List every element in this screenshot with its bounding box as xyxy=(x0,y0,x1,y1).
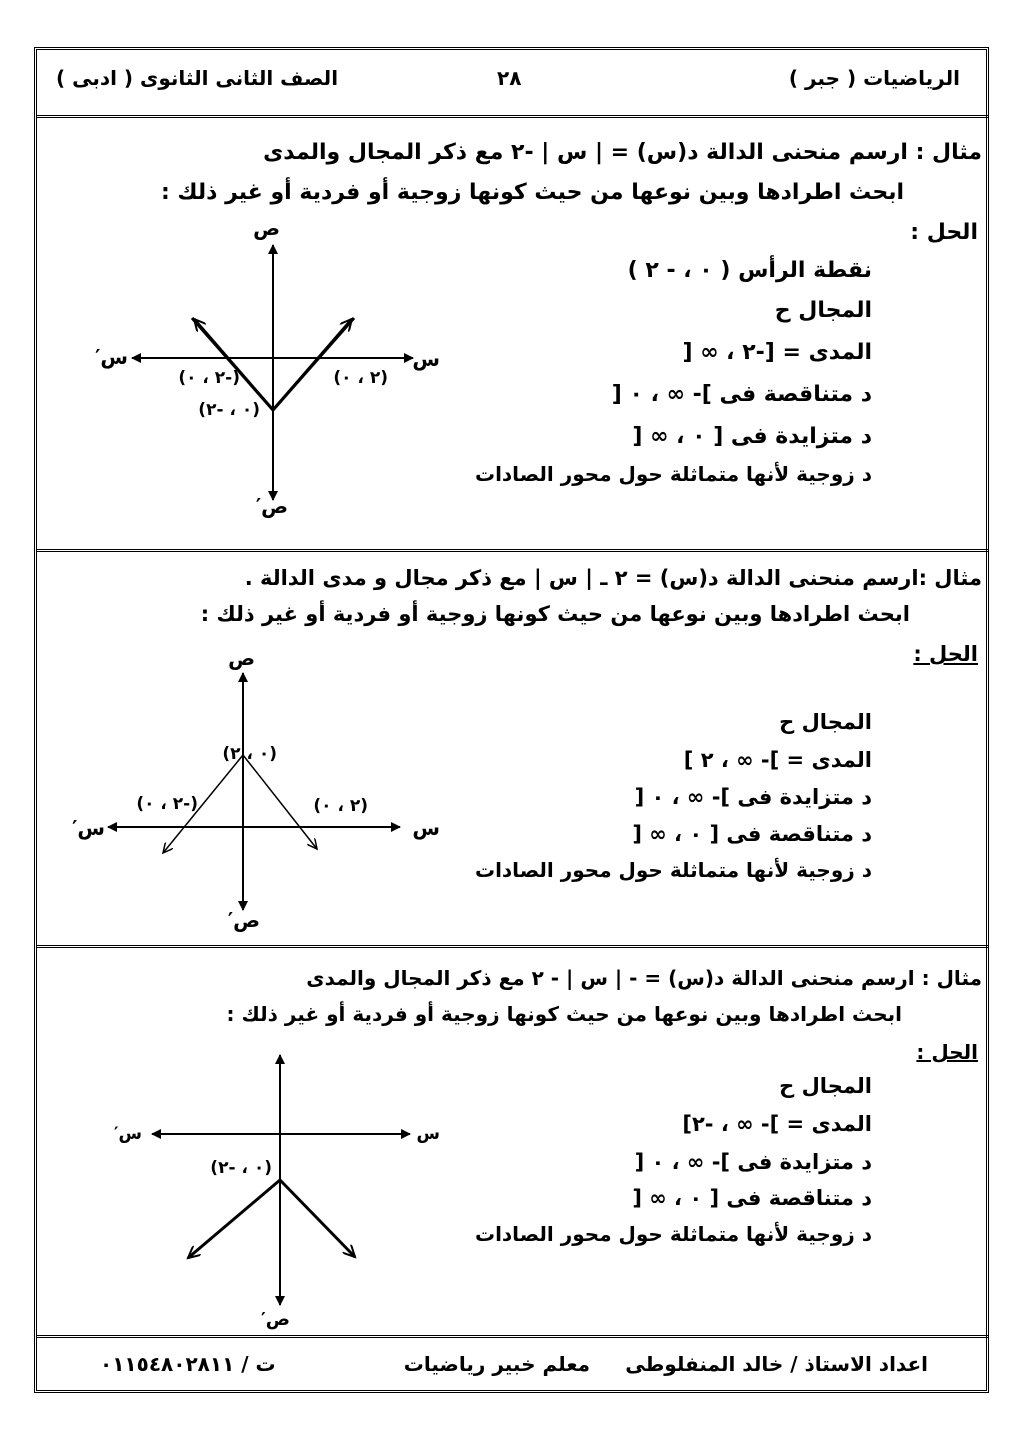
divider-footer xyxy=(36,1335,988,1338)
example3-decreasing: د متناقصة فى [ ٠ ، ∞ [ xyxy=(632,1186,872,1210)
example2-point-left: (-٢ ، ٠) xyxy=(136,794,198,814)
example1-graph xyxy=(95,215,460,518)
example2-graph xyxy=(70,645,450,935)
footer-phone: ت / ٠١١٥٤٨٠٢٨١١ xyxy=(100,1352,276,1376)
example3-point-vertex: (٠ ، -٢) xyxy=(210,1158,272,1178)
example1-point-vertex: (٠ ، -٢) xyxy=(198,400,260,420)
example1-range: المدى = [-٢ ، ∞ [ xyxy=(682,340,872,365)
example1-domain: المجال ح xyxy=(774,298,872,323)
footer-title: معلم خبير رياضيات xyxy=(403,1352,590,1376)
example3-y-neg-label: ص′ xyxy=(261,1309,290,1330)
footer-author: اعداد الاستاذ / خالد المنفلوطى xyxy=(625,1352,928,1376)
example3-increasing: د متزايدة فى ]- ∞ ، ٠ [ xyxy=(634,1150,872,1174)
example3-x-neg-label: س′ xyxy=(114,1124,142,1144)
divider-2 xyxy=(36,945,988,948)
example1-decreasing: د متناقصة فى ]- ∞ ، ٠ [ xyxy=(611,382,872,407)
example2-increasing: د متزايدة فى ]- ∞ ، ٠ [ xyxy=(634,785,872,809)
example2-y-label: ص xyxy=(228,646,255,670)
example3-x-label: س xyxy=(416,1124,440,1144)
example3-question-line1: مثال : ارسم منحنى الدالة د(س) = - | س | - ٢ مع ذكر المجال والمدى xyxy=(306,966,982,990)
example3-question-line2: ابحث اطرادها وبين نوعها من حيث كونها زوجية أو فردية أو غير ذلك : xyxy=(226,1002,902,1026)
example3-curve-left xyxy=(188,1180,280,1258)
example3-solution-label: الحل : xyxy=(916,1040,978,1064)
example2-curve-right xyxy=(243,755,317,849)
example1-point-right: (٢ ، ٠) xyxy=(333,368,388,388)
example2-question-line2: ابحث اطرادها وبين نوعها من حيث كونها زوجية أو فردية أو غير ذلك : xyxy=(200,602,910,626)
example1-increasing: د متزايدة فى [ ٠ ، ∞ [ xyxy=(632,424,872,449)
header-page-number: ٢٨ xyxy=(497,66,522,90)
example3-graph xyxy=(100,1045,460,1345)
divider-header xyxy=(36,115,988,118)
header-subject: الرياضيات ( جبر ) xyxy=(788,66,960,90)
example1-vertex: نقطة الرأس ( ٠ ، - ٢ ) xyxy=(627,258,872,283)
example3-parity: د زوجية لأنها متماثلة حول محور الصادات xyxy=(474,1222,872,1246)
example1-y-neg-label: ص′ xyxy=(255,494,288,518)
example1-point-left: (-٢ ، ٠) xyxy=(178,368,240,388)
example1-solution-label: الحل : xyxy=(910,220,978,245)
example3-range: المدى = ]- ∞ ، -٢] xyxy=(682,1112,872,1136)
example2-domain: المجال ح xyxy=(779,710,872,734)
example1-parity: د زوجية لأنها متماثلة حول محور الصادات xyxy=(474,462,872,486)
example1-question-line1: مثال : ارسم منحنى الدالة د(س) = | س | -٢ مع ذكر المجال والمدى xyxy=(263,140,982,165)
example1-question-line2: ابحث اطرادها وبين نوعها من حيث كونها زوجية أو فردية أو غير ذلك : xyxy=(160,180,904,205)
example2-range: المدى = ]- ∞ ، ٢ ] xyxy=(683,748,872,772)
example1-y-label: ص xyxy=(253,216,280,240)
example1-x-neg-label: س′ xyxy=(95,345,128,369)
example2-decreasing: د متناقصة فى [ ٠ ، ∞ [ xyxy=(632,822,872,846)
divider-1 xyxy=(36,549,988,552)
example2-point-top: (٠ ، ٢) xyxy=(222,744,277,764)
header-grade: الصف الثانى الثانوى ( ادبى ) xyxy=(56,66,339,90)
example3-domain: المجال ح xyxy=(779,1074,872,1098)
example1-x-label: س xyxy=(412,347,440,371)
example2-solution-label: الحل : xyxy=(913,642,978,666)
example2-parity: د زوجية لأنها متماثلة حول محور الصادات xyxy=(474,858,872,882)
example2-x-label: س xyxy=(412,816,440,840)
example2-y-neg-label: ص′ xyxy=(227,908,260,932)
example3-curve-right xyxy=(280,1180,355,1257)
example2-point-right: (٢ ، ٠) xyxy=(313,796,368,816)
example2-x-neg-label: س′ xyxy=(72,816,105,840)
example2-question-line1: مثال :ارسم منحنى الدالة د(س) = ٢ ـ | س | مع ذكر مجال و مدى الدالة . xyxy=(244,566,982,590)
